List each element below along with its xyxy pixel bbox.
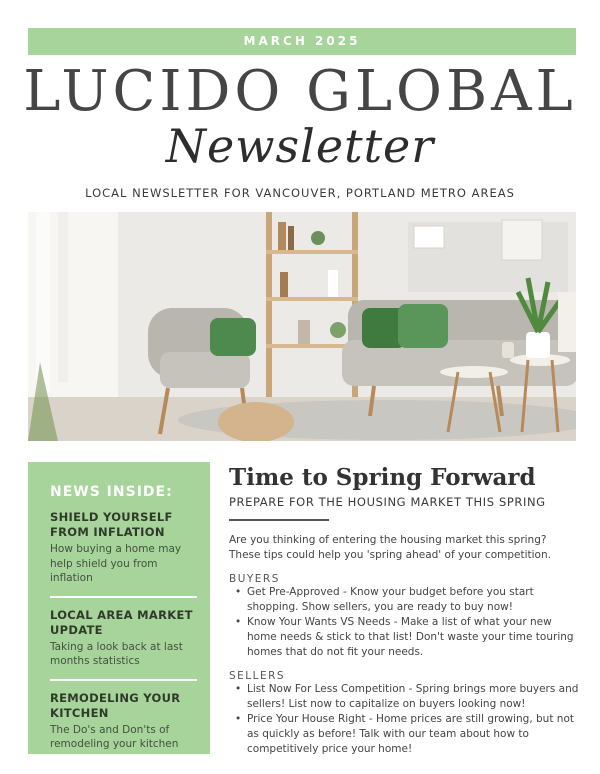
- list-item: • Know Your Wants VS Needs - Make a list of what your new home needs & stick to that list! Don't waste your time touring homes that do not fit your needs.: [229, 615, 581, 660]
- sidebar-item-heading: SHIELD YOURSELF FROM INFLATION: [50, 510, 173, 539]
- list-item: • Get Pre-Approved - Know your budget before you start shopping. Show sellers, you are ready to buy now!: [229, 585, 581, 615]
- article-subheading: PREPARE FOR THE HOUSING MARKET THIS SPRING: [229, 495, 546, 509]
- sidebar-item-text: Taking a look back at last months statistics: [50, 640, 183, 667]
- sellers-tips-list: [229, 682, 581, 757]
- buyers-tips-list: [229, 585, 581, 660]
- sidebar-item-kitchen[interactable]: [50, 691, 197, 752]
- news-inside-sidebar: [28, 462, 210, 754]
- article-headline: Time to Spring Forward: [229, 464, 536, 491]
- buyers-label: BUYERS: [229, 573, 280, 585]
- sidebar-divider: [50, 679, 197, 681]
- brand-title: LUCIDO GLOBAL: [23, 59, 577, 124]
- news-inside-title: NEWS INSIDE:: [50, 484, 173, 500]
- sidebar-item-inflation[interactable]: [50, 510, 197, 586]
- sellers-label: SELLERS: [229, 670, 286, 682]
- newsletter-script-title: Newsletter: [165, 119, 435, 173]
- hero-living-room-image: [28, 212, 576, 441]
- list-item: • Price Your House Right - Home prices are still growing, but not as quickly as before! Talk with our team about how to competitively price your home!: [229, 712, 581, 757]
- main-article: [229, 462, 581, 757]
- living-room-illustration: [28, 212, 576, 441]
- sidebar-divider: [50, 596, 197, 598]
- headline-rule: [229, 519, 329, 521]
- article-intro: Are you thinking of entering the housing market this spring? These tips could help you 'spring ahead' of your competition.: [229, 534, 551, 561]
- issue-date-banner: MARCH 2025: [28, 28, 576, 55]
- sidebar-item-text: How buying a home may help shield you from inflation: [50, 543, 182, 584]
- sidebar-item-text: The Do's and Don'ts of remodeling your kitchen: [50, 723, 179, 750]
- sidebar-item-market-update[interactable]: [50, 608, 197, 669]
- sidebar-item-heading: LOCAL AREA MARKET UPDATE: [50, 607, 193, 637]
- sidebar-item-heading: REMODELING YOUR KITCHEN: [50, 690, 181, 720]
- newsletter-subtitle: LOCAL NEWSLETTER FOR VANCOUVER, PORTLAND METRO AREAS: [85, 186, 515, 200]
- list-item: • List Now For Less Competition - Spring brings more buyers and sellers! List now to capitalize on buyers looking now!: [229, 682, 581, 712]
